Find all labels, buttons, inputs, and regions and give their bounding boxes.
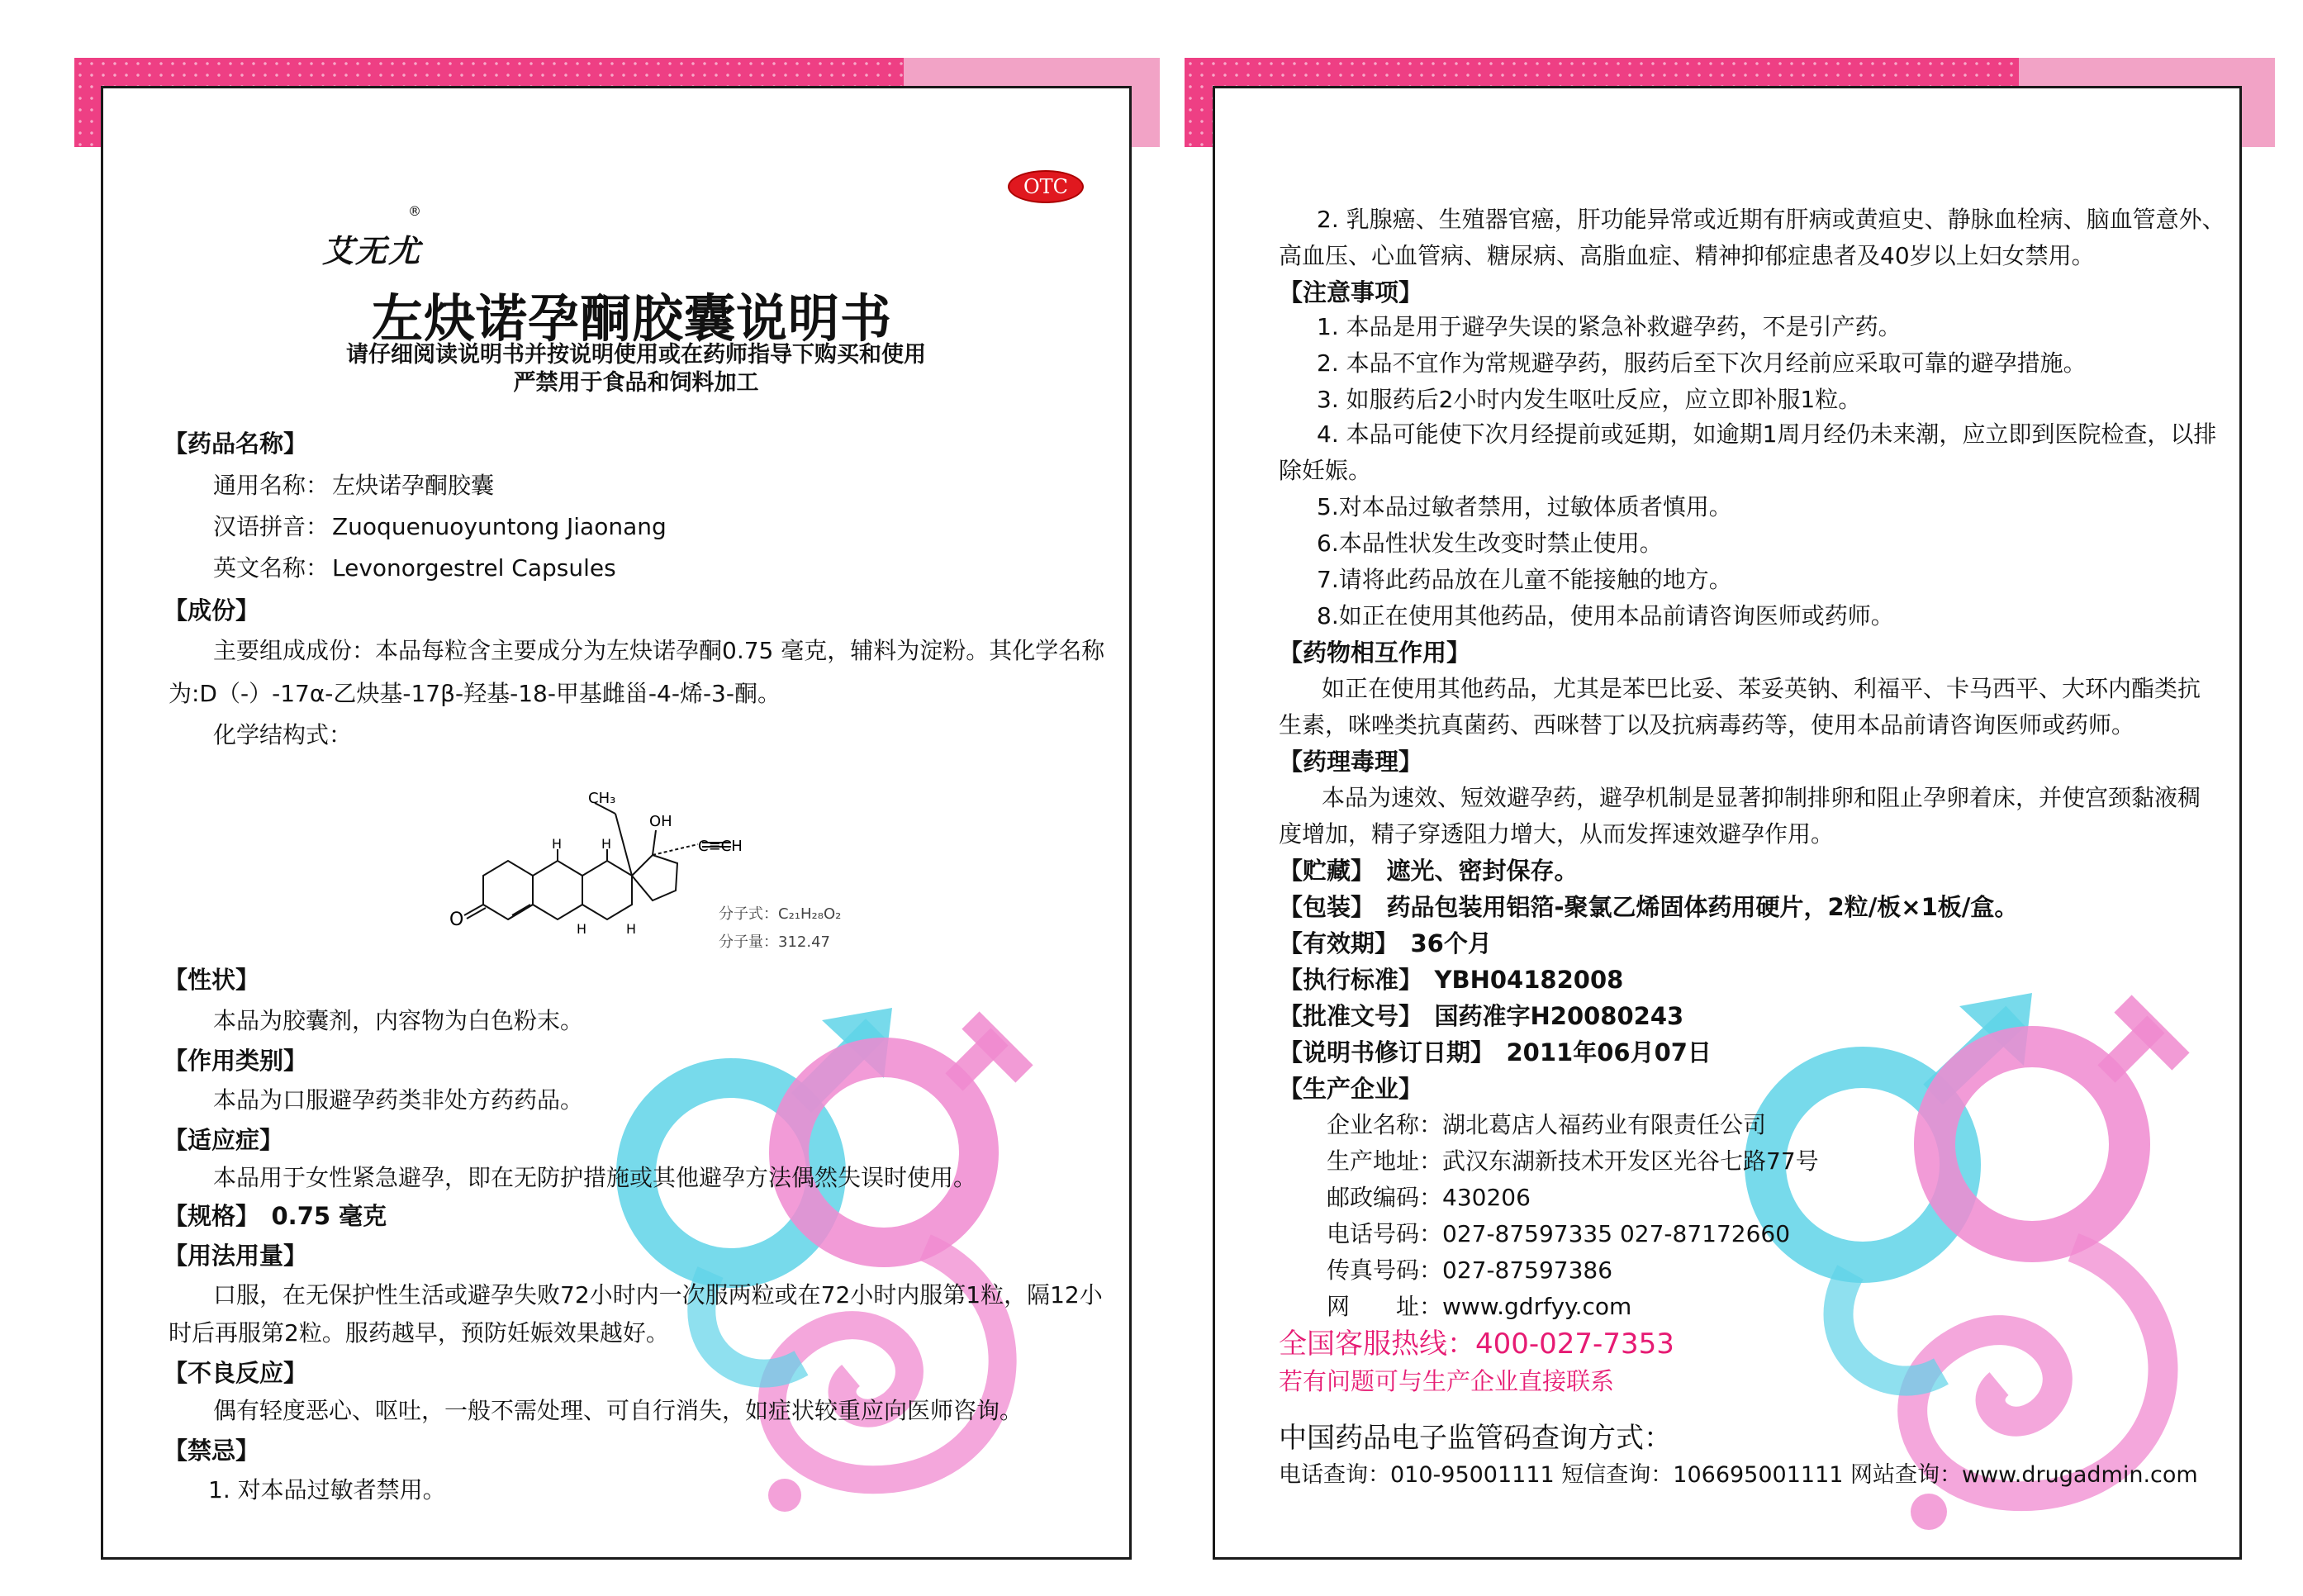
registered-mark: ® <box>408 203 421 219</box>
section-usage: 【用法用量】 <box>164 1242 308 1270</box>
section-approval: 【批准文号】 国药准字H20080243 <box>1279 1002 1684 1030</box>
section-manufacturer: 【生产企业】 <box>1279 1075 1423 1103</box>
generic-name-value: 左炔诺孕酮胶囊 <box>332 472 495 499</box>
interactions-line-1: 如正在使用其他药品，尤其是苯巴比妥、苯妥英钠、利福平、卡马西平、大环内酯类抗 <box>1322 675 2201 702</box>
section-validity: 【有效期】 36个月 <box>1279 929 1492 957</box>
section-properties: 【性状】 <box>164 966 260 994</box>
note-6: 6.本品性状发生改变时禁止使用。 <box>1317 530 1663 557</box>
document-title: 左炔诺孕酮胶囊说明书 <box>372 288 893 349</box>
section-composition: 【成份】 <box>164 596 260 625</box>
section-adverse: 【不良反应】 <box>164 1359 308 1387</box>
subtitle-line-1: 请仔细阅读说明书并按说明使用或在药师指导下购买和使用 <box>346 342 926 368</box>
chem-oxygen: O <box>449 910 464 930</box>
chem-h1: H <box>552 836 563 852</box>
section-contraindications: 【禁忌】 <box>164 1437 260 1465</box>
manufacturer-phone: 电话号码：027-87597335 027-87172660 <box>1327 1220 1791 1247</box>
manufacturer-zip: 邮政编码：430206 <box>1327 1184 1531 1211</box>
note-3: 3. 如服药后2小时内发生呕吐反应，应立即补服1粒。 <box>1317 386 1862 413</box>
chem-oh: OH <box>649 813 672 830</box>
structure-label: 化学结构式： <box>213 721 353 748</box>
note-2: 2. 本品不宜作为常规避孕药，服药后至下次月经前应采取可靠的避孕措施。 <box>1317 349 2087 377</box>
gender-symbol-decoration-right <box>1743 983 2239 1545</box>
chem-ch3: CH₃ <box>588 790 616 807</box>
chem-h2: H <box>601 836 612 852</box>
chem-alkyne: C≡CH <box>698 838 743 855</box>
service-hotline: 全国客服热线：400-027-7353 <box>1279 1328 1674 1361</box>
manufacturer-website: 网 址：www.gdrfyy.com <box>1327 1293 1632 1320</box>
section-package: 【包装】 药品包装用铝箔-聚氯乙烯固体药用硬片，2粒/板×1板/盒。 <box>1279 893 2019 921</box>
composition-line-1: 主要组成成份：本品每粒含主要成分为左炔诺孕酮0.75 毫克，辅料为淀粉。其化学名称 <box>213 637 1105 664</box>
pharmacology-line-1: 本品为速效、短效避孕药，避孕机制是显著抑制排卵和阻止孕卵着床，并使宫颈黏液稠 <box>1322 784 2201 811</box>
otc-badge: OTC <box>1008 170 1084 203</box>
interactions-line-2: 生素，咪唑类抗真菌药、西咪替丁以及抗病毒药等，使用本品前请咨询医师或药师。 <box>1279 711 2135 739</box>
hotline-subtitle: 若有问题可与生产企业直接联系 <box>1279 1367 1615 1395</box>
category-text: 本品为口服避孕药类非处方药药品。 <box>213 1086 584 1114</box>
adverse-text: 偶有轻度恶心、呕吐，一般不需处理、可自行消失，如症状较重应向医师咨询。 <box>213 1397 1023 1424</box>
section-spec: 【规格】 0.75 毫克 <box>164 1202 387 1230</box>
contraindication-2-line-2: 高血压、心血管病、糖尿病、高脂血症、精神抑郁症患者及40岁以上妇女禁用。 <box>1279 242 2095 269</box>
supervision-title: 中国药品电子监管码查询方式： <box>1279 1422 1672 1455</box>
chem-h3: H <box>577 921 587 937</box>
english-name-value: Levonorgestrel Capsules <box>332 554 616 582</box>
note-4-line-1: 4. 本品可能使下次月经提前或延期，如逾期1周月经仍未来潮，应立即到医院检查，以排 <box>1317 420 2217 448</box>
pinyin-label: 汉语拼音： <box>213 513 330 540</box>
pinyin-value: Zuoquenuoyuntong Jiaonang <box>332 513 667 540</box>
molecular-formula: 分子式：C₂₁H₂₈O₂ <box>719 905 842 923</box>
gender-symbol-decoration-left <box>611 1000 1090 1528</box>
manufacturer-name: 企业名称：湖北葛店人福药业有限责任公司 <box>1327 1111 1767 1138</box>
usage-line-1: 口服，在无保护性生活或避孕失败72小时内一次服两粒或在72小时内服第1粒，隔12小 <box>213 1281 1103 1309</box>
usage-line-2: 时后再服第2粒。服药越早，预防妊娠效果越好。 <box>169 1319 669 1347</box>
composition-line-2: 为:D（-）-17α-乙炔基-17β-羟基-18-甲基雌甾-4-烯-3-酮。 <box>169 680 781 707</box>
pharmacology-line-2: 度增加，精子穿透阻力增大，从而发挥速效避孕作用。 <box>1279 820 1835 848</box>
manufacturer-fax: 传真号码：027-87597386 <box>1327 1256 1613 1284</box>
chem-h4: H <box>626 921 637 937</box>
note-7: 7.请将此药品放在儿童不能接触的地方。 <box>1317 566 1732 593</box>
molecular-weight: 分子量：312.47 <box>719 933 830 951</box>
note-5: 5.对本品过敏者禁用，过敏体质者慎用。 <box>1317 493 1732 520</box>
contraindication-1: 1. 对本品过敏者禁用。 <box>208 1476 446 1503</box>
section-indication: 【适应症】 <box>164 1126 284 1154</box>
indication-text: 本品用于女性紧急避孕，即在无防护措施或其他避孕方法偶然失误时使用。 <box>213 1164 977 1191</box>
subtitle-line-2: 严禁用于食品和饲料加工 <box>513 370 759 396</box>
section-revised-date: 【说明书修订日期】 2011年06月07日 <box>1279 1038 1712 1066</box>
note-1: 1. 本品是用于避孕失误的紧急补救避孕药，不是引产药。 <box>1317 313 1902 340</box>
note-4-line-2: 除妊娠。 <box>1279 457 1372 484</box>
section-interactions: 【药物相互作用】 <box>1279 639 1471 667</box>
supervision-detail: 电话查询：010-95001111 短信查询：106695001111 网站查询：www.drugadmin.com <box>1279 1462 2198 1488</box>
note-8: 8.如正在使用其他药品，使用本品前请咨询医师或药师。 <box>1317 602 1894 629</box>
section-category: 【作用类别】 <box>164 1047 308 1075</box>
section-pharmacology: 【药理毒理】 <box>1279 748 1423 776</box>
generic-name-label: 通用名称： <box>213 472 330 499</box>
contraindication-2-line-1: 2. 乳腺癌、生殖器官癌，肝功能异常或近期有肝病或黄疸史、静脉血栓病、脑血管意外、 <box>1317 206 2225 233</box>
section-standard: 【执行标准】 YBH04182008 <box>1279 966 1624 994</box>
properties-text: 本品为胶囊剂，内容物为白色粉末。 <box>213 1007 584 1034</box>
section-drug-name: 【药品名称】 <box>164 430 308 458</box>
english-name-label: 英文名称： <box>213 554 330 582</box>
section-storage: 【贮藏】 遮光、密封保存。 <box>1279 857 1579 885</box>
brand-logo: 艾无尤 <box>322 233 422 269</box>
section-notes: 【注意事项】 <box>1279 278 1423 306</box>
manufacturer-address: 生产地址：武汉东湖新技术开发区光谷七路77号 <box>1327 1147 1819 1175</box>
